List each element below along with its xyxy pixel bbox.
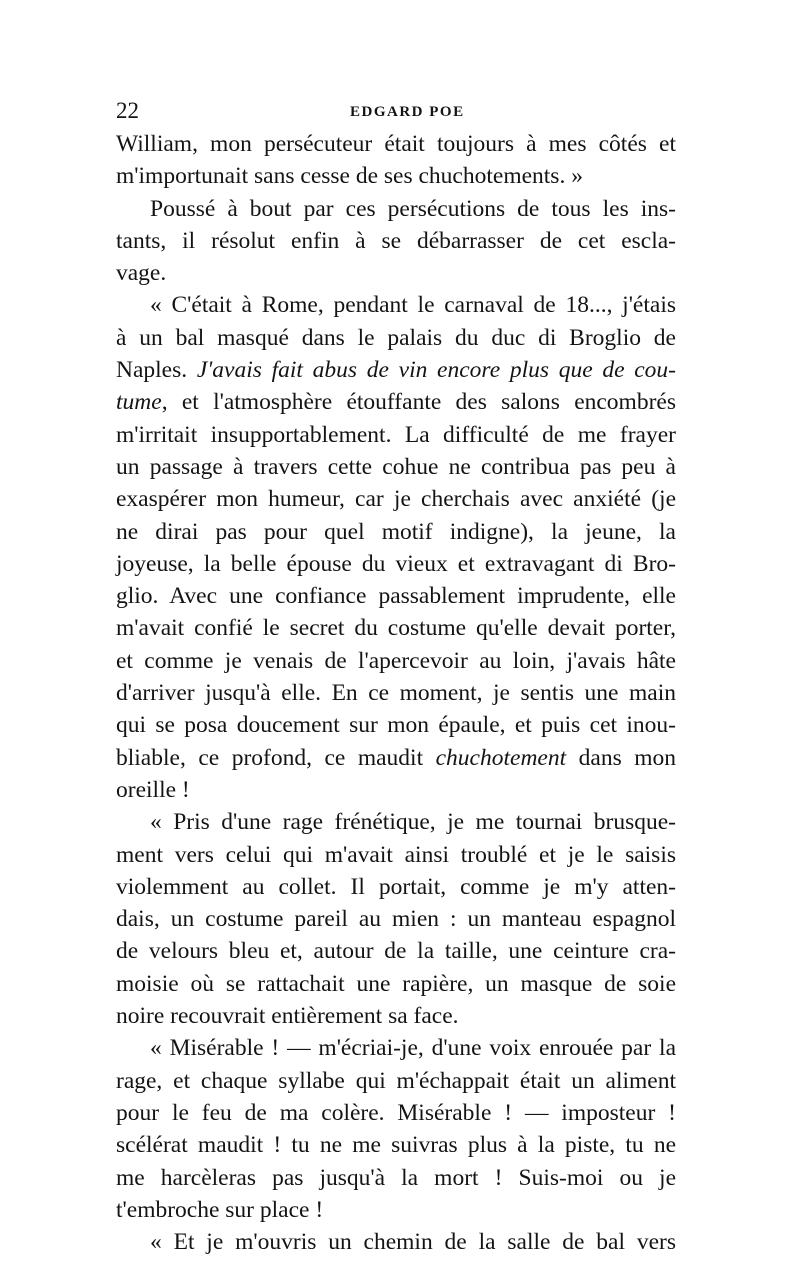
text-line: « Pris d'une rage frénétique, je me tournai brusque- — [150, 809, 676, 836]
text-line: de velours bleu et, autour de la taille, une ceinture cra- — [116, 938, 676, 965]
text-run: Naples. — [116, 357, 197, 384]
text-line: m'importunait sans cesse de ses chuchotements. » — [116, 163, 583, 190]
text-line — [116, 354, 676, 386]
text-line: glio. Avec une confiance passablement imprudente, elle — [116, 583, 676, 610]
text-run: , et l'atmosphère étouffante des salons encombrés — [161, 389, 676, 416]
text-line: exaspérer mon humeur, car je cherchais avec anxiété (je — [116, 486, 676, 513]
text-line: et comme je venais de l'apercevoir au loin, j'avais hâte — [116, 647, 676, 674]
text-line: oreille ! — [116, 776, 190, 803]
text-line: William, mon persécuteur était toujours à mes côtés et — [116, 131, 676, 157]
page-header — [116, 96, 676, 126]
text-line: dais, un costume pareil au mien : un manteau espagnol — [116, 906, 676, 933]
text-line: violemment au collet. Il portait, comme je m'y atten- — [116, 873, 676, 900]
text-line: « Et je m'ouvris un chemin de la salle de bal vers — [150, 1229, 676, 1256]
text-line: ment vers celui qui m'avait ainsi troublé et je le saisis — [116, 841, 676, 868]
text-line: vage. — [116, 260, 167, 287]
text-line: m'avait confié le secret du costume qu'elle devait porter, — [116, 615, 676, 642]
text-line: tants, il résolut enfin à se débarrasser de cet escla- — [116, 227, 676, 254]
text-run: dans mon — [566, 744, 677, 771]
text-run: bliable, ce profond, ce maudit — [116, 744, 436, 771]
text-line: moisie où se rattachait une rapière, un masque de soie — [116, 970, 676, 997]
text-line — [116, 742, 676, 774]
text-line: à un bal masqué dans le palais du duc di Broglio de — [116, 324, 676, 351]
text-line: m'irritait insupportablement. La difficulté de me frayer — [116, 421, 676, 448]
text-line: me harcèleras pas jusqu'à la mort ! Suis-moi ou je — [116, 1164, 676, 1191]
text-line: noire recouvrait entièrement sa face. — [116, 1003, 459, 1030]
text-line: « Misérable ! — m'écriai-je, d'une voix enrouée par la — [150, 1035, 676, 1062]
text-line: qui se posa doucement sur mon épaule, et puis cet inou- — [116, 712, 676, 739]
text-line: un passage à travers cette cohue ne contribua pas peu à — [116, 453, 676, 480]
text-line — [116, 386, 676, 418]
text-line: Poussé à bout par ces persécutions de tous les ins- — [150, 195, 676, 222]
text-line: d'arriver jusqu'à elle. En ce moment, je sentis une main — [116, 680, 676, 707]
page-number: 22 — [116, 98, 139, 123]
text-line: t'embroche sur place ! — [116, 1196, 324, 1223]
text-line: scélérat maudit ! tu ne me suivras plus à la piste, tu ne — [116, 1132, 676, 1159]
italic-run: J'avais fait abus de vin encore plus que de cou- — [196, 357, 676, 384]
running-head: EDGARD POE — [350, 104, 465, 120]
body-text — [116, 128, 676, 1258]
text-line: ne dirai pas pour quel motif indigne), la jeune, la — [116, 518, 676, 545]
text-line: rage, et chaque syllabe qui m'échappait était un aliment — [116, 1067, 676, 1094]
italic-run: tume — [116, 389, 162, 416]
text-line: « C'était à Rome, pendant le carnaval de 18..., j'étais — [150, 292, 676, 319]
text-line: pour le feu de ma colère. Misérable ! — imposteur ! — [116, 1099, 676, 1126]
text-line: joyeuse, la belle épouse du vieux et extravagant di Bro- — [116, 550, 676, 577]
italic-run: chuchotement — [435, 744, 567, 771]
